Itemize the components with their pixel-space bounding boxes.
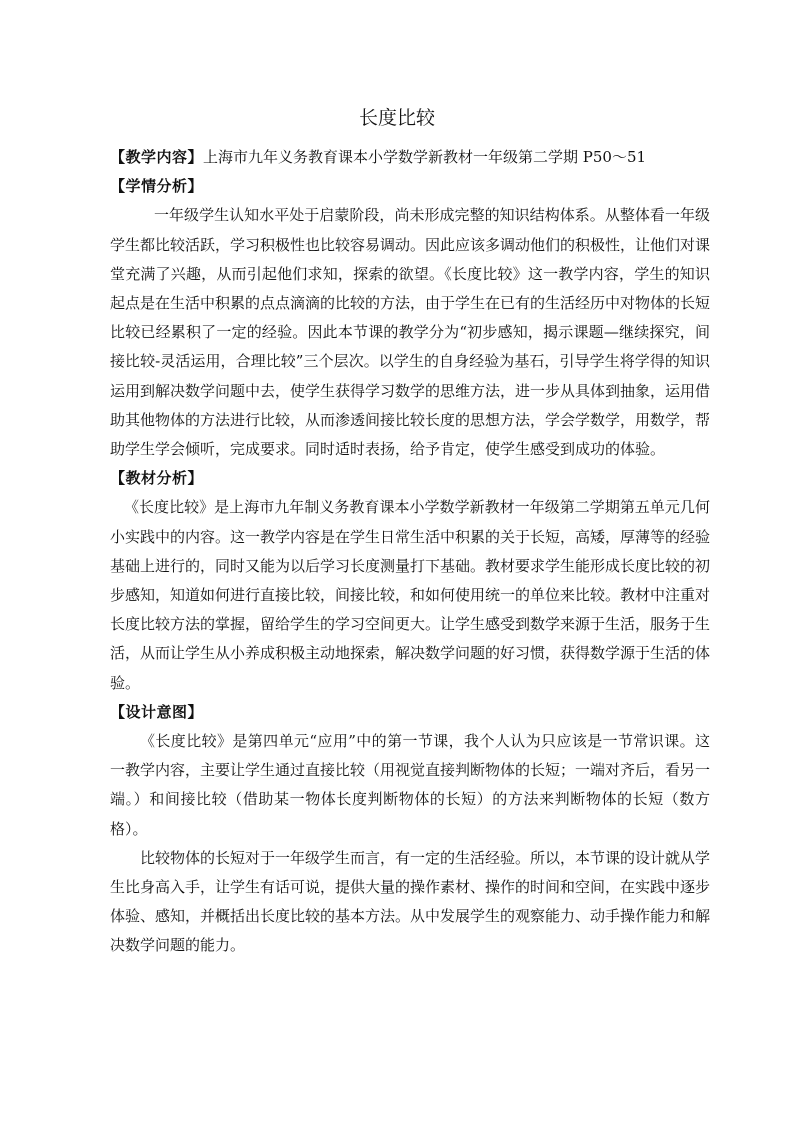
teaching-content-label: 【教学内容】 <box>110 148 204 166</box>
learning-analysis-paragraph: 一年级学生认知水平处于启蒙阶段，尚未形成完整的知识结构体系。从整体看一年级学生都比较活跃，学习积极性也比较容易调动。因此应该多调动他们的积极性，让他们对课堂充满了兴趣，从而引起他们求知，探索的欲望。《长度比较》这一教学内容，学生的知识起点是在生活中积累的点点滴滴的比较的方法，由于学生在已有的生活经历中对物体的长短比较已经累积了一定的经验。因此本节课的教学分为“初步感知，揭示课题—继续探究，间接比较-灵活运用，合理比较”三个层次。以学生的自身经验为基石，引导学生将学得的知识运用到解决数学问题中去，使学生获得学习数学的思维方法，进一步从具体到抽象，运用借助其他物体的方法进行比较，从而渗透间接比较长度的思想方法，学会学数学，用数学，帮助学生学会倾听，完成要求。同时适时表扬，给予肯定，使学生感受到成功的体验。 <box>110 206 711 458</box>
section-heading-textbook-analysis: 【教材分析】 <box>110 469 204 488</box>
design-intent-paragraph-1: 《长度比较》是第四单元“应用”中的第一节课，我个人认为只应该是一节常识课。这一教学内容，主要让学生通过直接比较（用视觉直接判断物体的长短；一端对齐后，看另一端。）和间接比较（借助某一物体长度判断物体的长短）的方法来判断物体的长短（数方格）。 <box>110 732 711 838</box>
document-title: 长度比较 <box>358 107 435 129</box>
section-heading-design-intent: 【设计意图】 <box>110 702 204 721</box>
teaching-content-line <box>110 143 710 172</box>
section-heading-learning-analysis: 【学情分析】 <box>110 177 204 196</box>
teaching-content-text: 上海市九年义务教育课本小学数学新教材一年级第二学期 P50～51 <box>203 148 647 166</box>
textbook-analysis-paragraph: 《长度比较》是上海市九年制义务教育课本小学数学新教材一年级第二学期第五单元几何小实践中的内容。这一教学内容是在学生日常生活中积累的关于长短，高矮，厚薄等的经验基础上进行的，同时又能为以后学习长度测量打下基础。教材要求学生能形成长度比较的初步感知，知道如何进行直接比较，间接比较，和如何使用统一的单位来比较。教材中注重对长度比较方法的掌握，留给学生的学习空间更大。让学生感受到数学来源于生活，服务于生活，从而让学生从小养成积极主动地探索，解决数学问题的好习惯，获得数学源于生活的体验。 <box>110 498 711 692</box>
document-body <box>110 143 710 961</box>
design-intent-paragraph-2: 比较物体的长短对于一年级学生而言，有一定的生活经验。所以，本节课的设计就从学生比身高入手，让学生有话可说，提供大量的操作素材、操作的时间和空间，在实践中逐步体验、感知，并概括出长度比较的基本方法。从中发展学生的观察能力、动手操作能力和解决数学问题的能力。 <box>110 848 711 955</box>
